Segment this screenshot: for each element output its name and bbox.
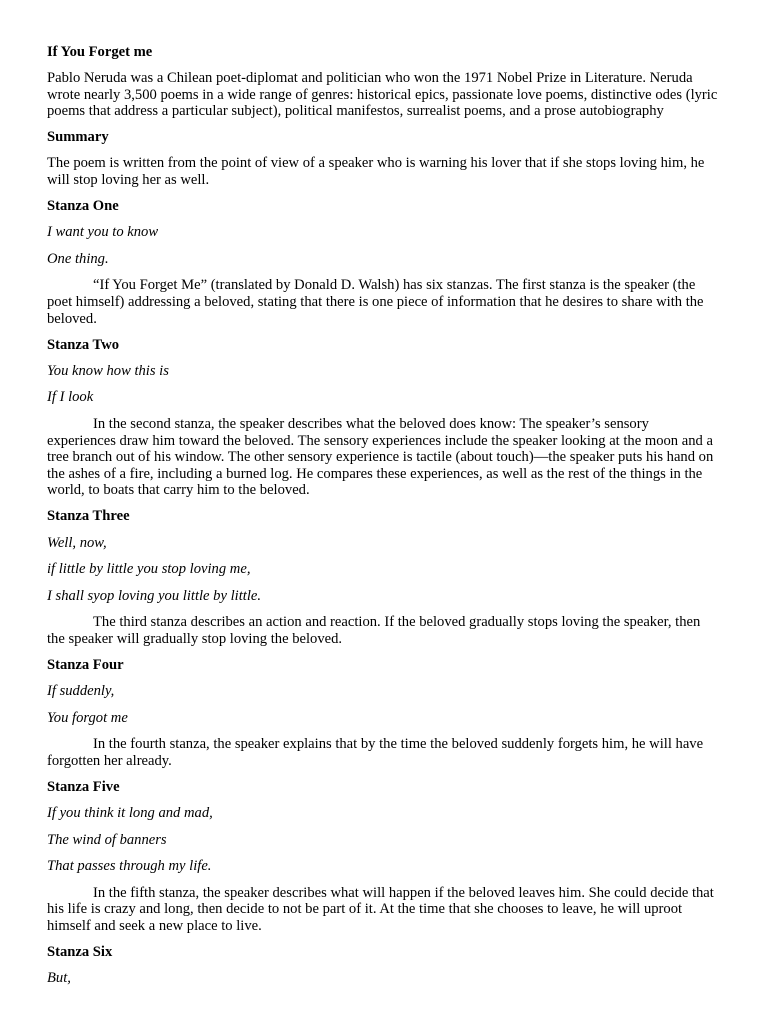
analysis-paragraph: In the second stanza, the speaker describes what the beloved does know: The speaker’s sensory experiences draw him toward the beloved. The sensory experiences include the speaker looking at the moon and a tree branch out of his window. The other sensory experience is tactile (about touch)—the speaker puts his hand on the ashes of a fire, including a burned log. He compares these experiences, as well as the rest of the things in the world, to boats that carry him to the beloved. <box>47 416 714 499</box>
poem-line: The wind of banners <box>47 831 167 848</box>
stanza-heading: Stanza Two <box>47 336 120 353</box>
stanza-heading: Stanza Three <box>47 508 130 525</box>
document-title: If You Forget me <box>47 44 153 60</box>
analysis-paragraph: In the fifth stanza, the speaker describes what will happen if the beloved leaves him. She could decide that his life is crazy and long, then decide to not be part of it. At the time that she chooses to leave, he will uproot himself and seek a new place to live. <box>47 884 714 935</box>
stanza-heading: Stanza Six <box>47 944 113 961</box>
poem-line: You forgot me <box>47 709 128 726</box>
poem-line: One thing. <box>47 250 109 267</box>
stanza-heading: Stanza One <box>47 198 119 215</box>
analysis-paragraph: In the fourth stanza, the speaker explains that by the time the beloved suddenly forgets him, he will have forgotten her already. <box>47 736 704 769</box>
intro-paragraph: Pablo Neruda was a Chilean poet-diplomat and politician who won the 1971 Nobel Prize in Literature. Neruda wrote nearly 3,500 poems in a wide range of genres: historical epics, passionate love poems, distinctive odes (lyric poems that address a particular subject), political manifestos, surrealist poems, and a prose autobiography <box>47 70 718 120</box>
poem-line: I shall syop loving you little by little. <box>47 587 262 604</box>
stanza-heading: Stanza Four <box>47 657 124 674</box>
poem-line: If you think it long and mad, <box>47 805 213 822</box>
poem-line: If I look <box>47 389 94 406</box>
poem-line: Well, now, <box>47 534 107 551</box>
poem-line: You know how this is <box>47 362 169 379</box>
summary-paragraph: The poem is written from the point of view of a speaker who is warning his lover that if she stops loving him, he will stop loving her as well. <box>47 155 705 189</box>
analysis-paragraph: “If You Forget Me” (translated by Donald D. Walsh) has six stanzas. The first stanza is the speaker (the poet himself) addressing a beloved, stating that there is one piece of information that he desires to share with the beloved. <box>47 277 704 327</box>
poem-line: If suddenly, <box>47 683 115 700</box>
stanza-heading: Stanza Five <box>47 779 120 795</box>
summary-heading: Summary <box>47 129 109 146</box>
poem-line: That passes through my life. <box>47 858 212 875</box>
poem-line: But, <box>47 970 71 987</box>
poem-line: I want you to know <box>47 224 159 241</box>
analysis-paragraph: The third stanza describes an action and reaction. If the beloved gradually stops loving the speaker, then the speaker will gradually stop loving the beloved. <box>47 614 701 647</box>
poem-line: if little by little you stop loving me, <box>47 561 251 578</box>
